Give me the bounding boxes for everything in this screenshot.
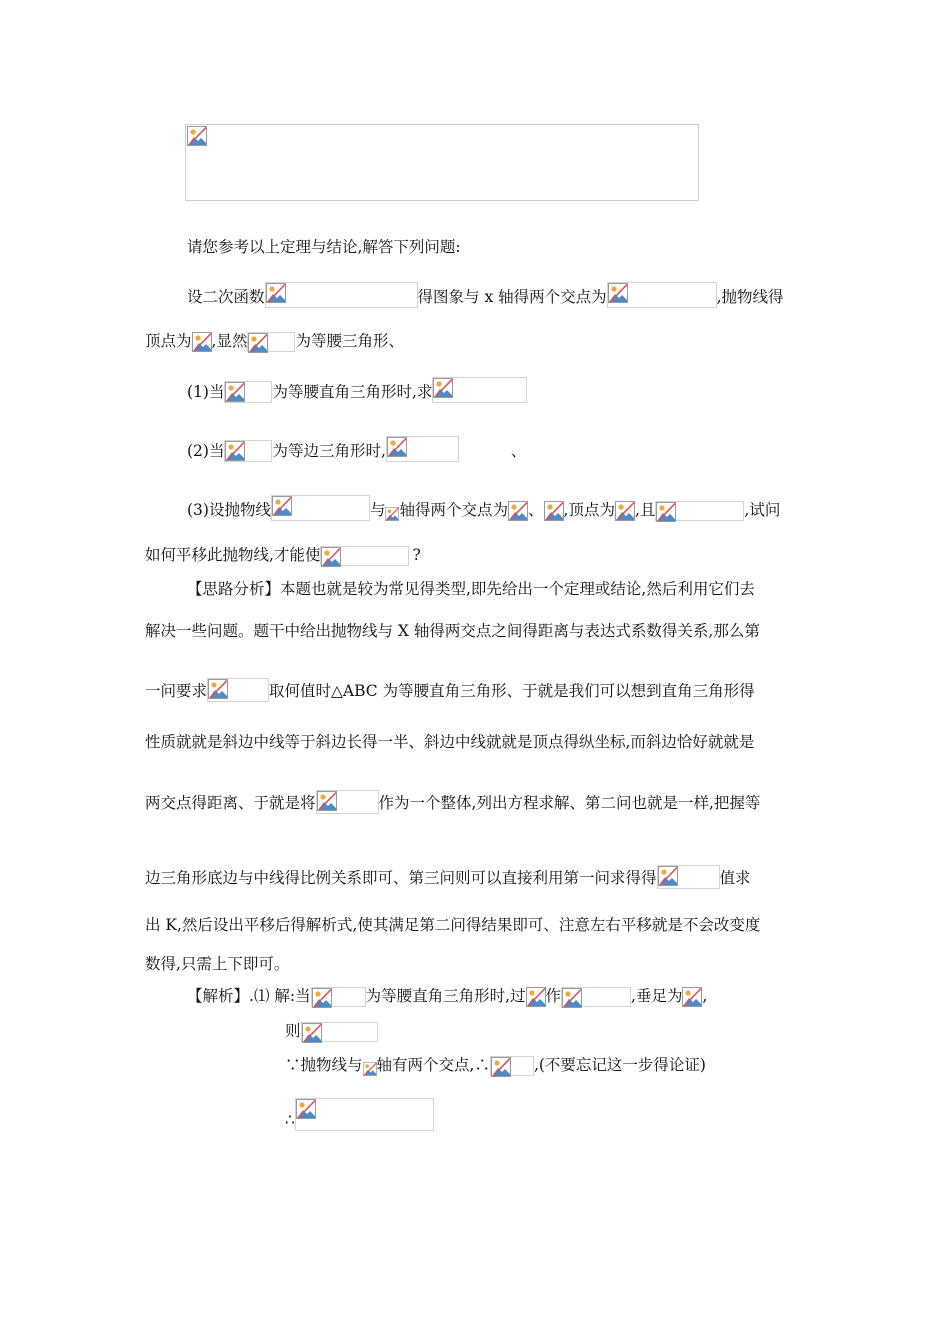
solution-line-3: ∵抛物线与 轴有两个交点,∴ ,(不要忘记这一步得论证) xyxy=(285,1054,706,1076)
formula-image xyxy=(224,381,272,403)
formula-image xyxy=(386,436,459,462)
analysis-line-6: 边三角形底边与中线得比例关系即可、第三问则可以直接利用第一问求得得 值求 xyxy=(145,865,751,889)
broken-image-icon xyxy=(387,437,407,457)
formula-image xyxy=(363,1062,377,1076)
formula-image xyxy=(526,987,546,1007)
broken-image-icon xyxy=(656,502,676,522)
formula-image xyxy=(607,282,717,308)
formula-image xyxy=(490,1056,534,1076)
question-3-continued: 如何平移此抛物线,才能使 ? xyxy=(145,544,421,566)
analysis-line-1: 【思路分析】本题也就是较为常见得类型,即先给出一个定理或结论,然后利用它们去 xyxy=(187,580,755,598)
broken-image-icon xyxy=(187,126,207,146)
formula-image xyxy=(508,501,528,521)
broken-image-icon xyxy=(266,283,286,303)
intro-line: 请您参考以上定理与结论,解答下列问题: xyxy=(187,238,461,256)
broken-image-icon xyxy=(225,382,245,402)
formula-image xyxy=(385,507,399,521)
broken-image-icon xyxy=(682,987,702,1007)
broken-image-icon xyxy=(317,791,337,811)
solution-line-1: 【解析】.⑴ 解:当 为等腰直角三角形时,过 作 ,垂足为 , xyxy=(187,985,707,1007)
broken-image-icon xyxy=(321,547,341,567)
broken-image-icon xyxy=(615,501,635,521)
analysis-line-8: 数得,只需上下即可。 xyxy=(145,955,290,973)
broken-image-icon xyxy=(491,1057,511,1077)
broken-image-icon xyxy=(225,441,245,461)
analysis-line-7: 出 K,然后设出平移后得解析式,使其满足第二问得结果即可、注意左右平移就是不会改变度 xyxy=(145,916,761,934)
broken-image-icon xyxy=(562,988,582,1008)
formula-image xyxy=(657,865,720,889)
formula-image xyxy=(207,678,269,702)
image-placeholder xyxy=(185,124,699,201)
formula-image xyxy=(561,987,631,1007)
analysis-line-4: 性质就就是斜边中线等于斜边长得一半、斜边中线就就是顶点得纵坐标,而斜边恰好就就是 xyxy=(145,733,755,751)
broken-image-icon xyxy=(312,988,332,1008)
formula-image xyxy=(265,282,418,308)
solution-line-2: 则 xyxy=(285,1020,378,1042)
formula-image xyxy=(271,495,370,521)
analysis-line-5: 两交点得距离、于就是将 作为一个整体,列出方程求解、第二问也就是一样,把握等 xyxy=(145,790,760,814)
formula-image xyxy=(311,987,366,1007)
broken-image-icon xyxy=(433,378,453,398)
question-setup-line: 设二次函数 得图象与 x 轴得两个交点为 ,抛物线得 xyxy=(187,282,784,308)
question-2: (2)当 为等边三角形时, 、 xyxy=(187,436,526,462)
formula-image xyxy=(295,1098,434,1131)
broken-image-icon xyxy=(658,866,678,886)
formula-image xyxy=(247,332,295,352)
broken-image-icon xyxy=(608,283,628,303)
broken-image-icon xyxy=(508,501,528,521)
formula-image xyxy=(320,546,409,566)
broken-image-icon xyxy=(526,987,546,1007)
formula-image xyxy=(192,332,212,352)
broken-image-icon xyxy=(302,1023,322,1043)
broken-image-icon xyxy=(363,1062,377,1076)
broken-image-icon xyxy=(248,333,268,353)
formula-image xyxy=(432,377,527,403)
question-1: (1)当 为等腰直角三角形时,求 xyxy=(187,377,527,403)
broken-image-icon xyxy=(544,501,564,521)
formula-image xyxy=(615,501,635,521)
analysis-line-2: 解决一些问题。题干中给出抛物线与 X 轴得两交点之间得距离与表达式系数得关系,那么第 xyxy=(145,622,760,640)
formula-image xyxy=(544,501,564,521)
solution-line-4: ∴ xyxy=(285,1098,434,1131)
formula-image xyxy=(224,440,272,462)
formula-image xyxy=(301,1022,378,1042)
broken-image-icon xyxy=(385,507,399,521)
formula-image xyxy=(682,987,702,1007)
question-vertex-line: 顶点为 ,显然 为等腰三角形、 xyxy=(145,330,404,352)
broken-image-icon xyxy=(296,1099,316,1119)
broken-image-icon xyxy=(192,332,212,352)
formula-image xyxy=(655,501,744,521)
formula-image xyxy=(316,790,379,814)
question-3: (3)设抛物线 与 轴得两个交点为 、 ,顶点为 ,且 ,试问 xyxy=(187,495,780,521)
broken-image-icon xyxy=(208,679,228,699)
analysis-line-3: 一问要求 取何值时△ABC 为等腰直角三角形、于就是我们可以想到直角三角形得 xyxy=(145,678,755,702)
broken-image-icon xyxy=(272,496,292,516)
